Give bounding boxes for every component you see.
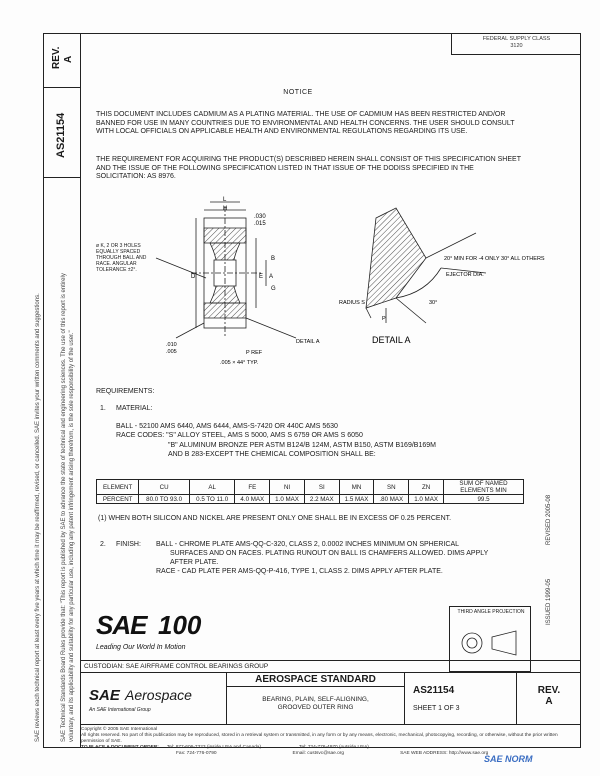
sae-tagline: Leading Our World In Motion (96, 644, 186, 651)
header-cell: AL (189, 480, 235, 495)
header-cell: CU (139, 480, 190, 495)
value-cell: 1.0 MAX (409, 495, 444, 504)
side-note-1: SAE Technical Standards Board Rules provide that: "This report is published by SAE to advance the state of technical and engineering sciences. The use of this report is entirely (61, 273, 67, 742)
projection-inner-circle (467, 638, 477, 648)
header-cell: ELEMENT (97, 480, 139, 495)
detail-leader-chamfer (426, 233, 476, 258)
value-cell: 80.0 TO 93.0 (139, 495, 190, 504)
aero-word: Aerospace (125, 687, 192, 703)
notice-title: NOTICE (283, 89, 313, 96)
item-2-number: 2. (100, 541, 106, 548)
header-cell: SI (304, 480, 339, 495)
value-cell: PERCENT (97, 495, 139, 504)
third-angle-label: THIRD ANGLE PROJECTION (457, 609, 525, 615)
title-block-rev-label: REV. (537, 685, 561, 696)
value-cell: 1.0 MAX (270, 495, 305, 504)
issued-date: ISSUED 1999-05 (546, 578, 552, 625)
letter-h: H (223, 206, 228, 212)
item-1-title: MATERIAL: (116, 405, 153, 412)
doc-number: AS21154 (55, 112, 67, 158)
letter-e: E (259, 274, 264, 280)
race-code-b-1: "B" ALUMINUM BRONZE PER ASTM B124/B 124M, ASTM B150, ASTM B169/B169M (168, 442, 436, 449)
detail-a-view (366, 208, 486, 323)
detail-a-title: DETAIL A (372, 335, 411, 345)
copyright: Copyright © 2005 SAE International (81, 727, 158, 732)
letter-p: P (382, 316, 386, 322)
header-cell: FE (235, 480, 270, 495)
holes-label: ø K, 2 OR 3 HOLES EQUALLY SPACED THROUGH BALL AND RACE. ANGULAR TOLERANCE ±2°. (96, 243, 147, 273)
detail-leader-30 (396, 298, 426, 323)
side-note-2: voluntary, and its applicability and suitability for any particular use, including any patent infringement arising therefrom, is the sole responsibility of the user." (69, 330, 75, 742)
ball-material: BALL - 52100 AMS 6440, AMS 6444, AMS-S-7420 OR 440C AMS 5630 (116, 423, 338, 430)
custodian: CUSTODIAN: SAE AIRFRAME CONTROL BEARINGS GROUP (81, 660, 581, 673)
finish-line-1: BALL - CHROME PLATE AMS-QQ-C-320, CLASS 2, 0.0002 INCHES MINIMUM ON SPHERICAL (156, 541, 460, 548)
finish-line-2: SURFACES AND ON FACES. PLATING RUNOUT ON BALL IS CHAMFERS ALLOWED. DIMS APPLY (170, 550, 489, 557)
value-cell: 99.5 (444, 495, 524, 504)
side-note-3: SAE reviews each technical report at least every five years at which time it may be reaffirmed, revised, or cancelled. SAE invites your written comments and suggestions. (35, 293, 41, 742)
detail-leader-radius (366, 308, 371, 318)
revised-date: REVISED 2005-08 (546, 494, 552, 545)
order-label: TO PLACE A DOCUMENT ORDER: (81, 745, 159, 750)
value-cell: 4.0 MAX (235, 495, 270, 504)
sae-100: 100 (158, 610, 202, 640)
header-cell: MN (339, 480, 374, 495)
p-ref-label: P REF (246, 350, 263, 356)
phone-us: Tel: 877-606-7323 (inside USA and Canada) (166, 745, 262, 750)
title-block (81, 673, 581, 725)
doc-number-box (43, 88, 81, 178)
notice-paragraph-2: THE REQUIREMENT FOR ACQUIRING THE PRODUCT(S) DESCRIBED HEREIN SHALL CONSIST OF THIS SPECIFICATION SHEET AND THE ISSUE OF THE FOLLOWING SPECIFICATION LISTED IN THAT ISSUE OF THE DODISS SPECIFIED IN THE SOLICITATION: AS 8976. (96, 156, 521, 181)
race-code-b-2: AND B 283-EXCEPT THE CHEMICAL COMPOSITION SHALL BE: (168, 451, 376, 458)
finish-line-4: RACE - CAD PLATE PER AMS-QQ-P-416, TYPE 1, CLASS 2. DIMS APPLY AFTER PLATE. (156, 568, 443, 575)
letter-g: G (271, 286, 276, 292)
radius-label: RADIUS S (339, 300, 365, 306)
detail-a-callout: DETAIL A (296, 339, 320, 345)
chamfer-note: 20° MIN FOR -4 ONLY 30° ALL OTHERS (444, 256, 545, 262)
leader-detail (246, 318, 296, 338)
projection-outer-circle (462, 633, 482, 653)
dim-005: .005 (166, 349, 177, 355)
race-code-s: RACE CODES: "S" ALLOY STEEL, AMS S 5000, AMS S 6759 OR AMS S 6050 (116, 432, 363, 439)
rev-value: A (63, 55, 74, 63)
composition-header-row (97, 480, 524, 495)
fsc-line-2: 3120 (510, 43, 523, 49)
aero-sub: An SAE International Group (89, 707, 151, 713)
angle-30-label: 30° (429, 300, 438, 306)
header-cell: SUM OF NAMED ELEMENTS MIN (444, 480, 524, 495)
dim-005-44: .005 × 44° TYP. (220, 360, 259, 366)
rev-cell (517, 673, 581, 725)
composition-value-row (97, 495, 524, 504)
standard-desc-2: GROOVED OUTER RING (277, 704, 354, 711)
sae-100-logo (96, 606, 226, 658)
rev-label: REV. (51, 46, 62, 69)
leader-010 (176, 323, 204, 338)
sae-brand: SAE (96, 610, 147, 640)
doc-sheet-cell (405, 673, 517, 725)
projection-cone (492, 631, 516, 655)
finish-line-3: AFTER PLATE. (170, 559, 219, 566)
email: Email: custsvc@sae.org (292, 751, 345, 756)
aero-brand: SAE (89, 687, 120, 704)
detail-hatch (366, 208, 426, 308)
section-view (156, 202, 296, 338)
bearing-drawing (96, 197, 545, 378)
letter-d: D (191, 274, 196, 280)
sheet-number: SHEET 1 OF 3 (413, 705, 460, 712)
footer (81, 727, 581, 757)
rights-statement: All rights reserved. No part of this publication may be reproduced, stored in a retrieval system or transmitted, in any form or by any means, electronic, mechanical, photocopying, recording, or otherwise, without the prior written permission of SAE. (81, 733, 558, 744)
letter-b: B (271, 256, 276, 262)
letter-a: A (269, 274, 274, 280)
item-2-title: FINISH: (116, 541, 141, 548)
leader-holes (156, 258, 206, 278)
value-cell: 0.5 TO 11.0 (189, 495, 235, 504)
phone-intl: Tel: 724-776-4970 (outside USA) (299, 745, 369, 750)
composition-table (96, 479, 524, 504)
dim-030: .030 (254, 214, 266, 220)
si-ni-note: (1) WHEN BOTH SILICON AND NICKEL ARE PRESENT ONLY ONE SHALL BE IN EXCESS OF 0.25 PERCENT. (98, 515, 452, 522)
header-cell: NI (270, 480, 305, 495)
value-cell: .80 MAX (374, 495, 409, 504)
title-block-rev: A (545, 696, 553, 707)
value-cell: 2.2 MAX (304, 495, 339, 504)
ejector-label: EJECTOR DIA. (446, 272, 484, 278)
standard-title-cell (227, 673, 405, 725)
standard-desc-1: BEARING, PLAIN, SELF-ALIGNING, (262, 696, 369, 703)
header-cell: SN (374, 480, 409, 495)
item-1-number: 1. (100, 405, 106, 412)
fsc-line-1: FEDERAL SUPPLY CLASS (482, 36, 551, 42)
dim-010: .010 (166, 342, 177, 348)
fax: Fax: 724-776-0790 (176, 751, 217, 756)
aerospace-logo-cell (81, 673, 227, 725)
fsc-box (451, 33, 581, 55)
notice-paragraph-1: THIS DOCUMENT INCLUDES CADMIUM AS A PLATING MATERIAL. THE USE OF CADMIUM HAS BEEN RESTRICTED AND/OR BANNED FOR USE IN MANY COUNTRIES DUE TO ENVIRONMENTAL AND HEALTH CONCERNS. THE USER SHOULD CONSULT WITH LOCAL OFFICIALS ON APPLICABLE HEALTH AND ENVIRONMENTAL REGULATIONS REGARDING ITS USE. (96, 111, 515, 136)
value-cell: 1.5 MAX (339, 495, 374, 504)
standard-title: AEROSPACE STANDARD (227, 673, 404, 687)
rev-box (43, 33, 81, 88)
letter-l: L (223, 197, 227, 203)
dim-015: .015 (254, 221, 266, 227)
sae-norm-watermark: SAE NORM (484, 754, 533, 764)
web-address: SAE WEB ADDRESS: http://www.sae.org (400, 751, 489, 756)
title-block-doc: AS21154 (413, 685, 455, 696)
header-cell: ZN (409, 480, 444, 495)
requirements-heading: REQUIREMENTS: (96, 388, 155, 395)
